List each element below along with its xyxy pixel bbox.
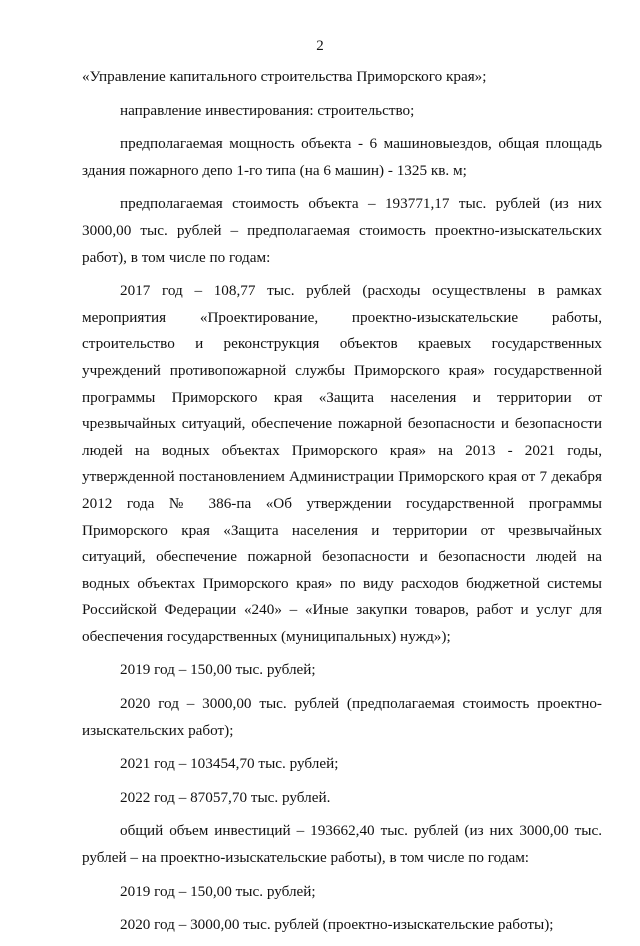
paragraph-capacity: предполагаемая мощность объекта - 6 машиновыездов, общая площадь здания пожарного депо 1-го типа (на 6 машин) - 1325 кв. м; — [82, 135, 602, 179]
paragraph-year-2020: 2020 год – 3000,00 тыс. рублей (предполагаемая стоимость проектно-изыскательских работ); — [82, 695, 602, 739]
page-number: 2 — [316, 38, 324, 54]
paragraph-investment-2019: 2019 год – 150,00 тыс. рублей; — [120, 882, 316, 900]
paragraph-year-2022: 2022 год – 87057,70 тыс. рублей. — [120, 788, 331, 806]
paragraph-year-2017: 2017 год – 108,77 тыс. рублей (расходы осуществлены в рамках мероприятия «Проектирование, проектно-изыскательские работы, строительство и реконструкция объектов краевых государственных учреждений противопожарной службы Приморского края» государственной программы Приморского края «Защита населения и территории от чрезвычайных ситуаций, обеспечение пожарной безопасности и безопасности людей на водных объектах Приморского края» на 2013 - 2021 годы, утвержденной постановлением Администрации Приморского края от 7 декабря 2012 года № 386-па «Об утверждении государственной программы Приморского края «Защита населения и территории от чрезвычайных ситуаций, обеспечение пожарной безопасности и безопасности людей на водных объектах Приморского края» по виду расходов бюджетной системы Российской Федерации «240» – «Иные закупки товаров, работ и услуг для обеспечения государственных (муниципальных) нужд»); — [82, 282, 602, 645]
document-body — [82, 64, 602, 946]
paragraph-investment-2020: 2020 год – 3000,00 тыс. рублей (проектно-изыскательские работы); — [120, 916, 554, 934]
paragraph-estimated-cost: предполагаемая стоимость объекта – 193771,17 тыс. рублей (из них 3000,00 тыс. рублей – предполагаемая стоимость проектно-изыскательских работ), в том числе по годам: — [82, 195, 602, 266]
paragraph-investment-direction: направление инвестирования: строительство; — [120, 101, 415, 119]
paragraph-total-investment: общий объем инвестиций – 193662,40 тыс. рублей (из них 3000,00 тыс. рублей – на проектно-изыскательские работы), в том числе по годам: — [82, 822, 602, 867]
paragraph-year-2019: 2019 год – 150,00 тыс. рублей; — [120, 661, 316, 679]
paragraph-year-2021: 2021 год – 103454,70 тыс. рублей; — [120, 755, 339, 773]
paragraph-customer: «Управление капитального строительства Приморского края»; — [82, 68, 487, 85]
